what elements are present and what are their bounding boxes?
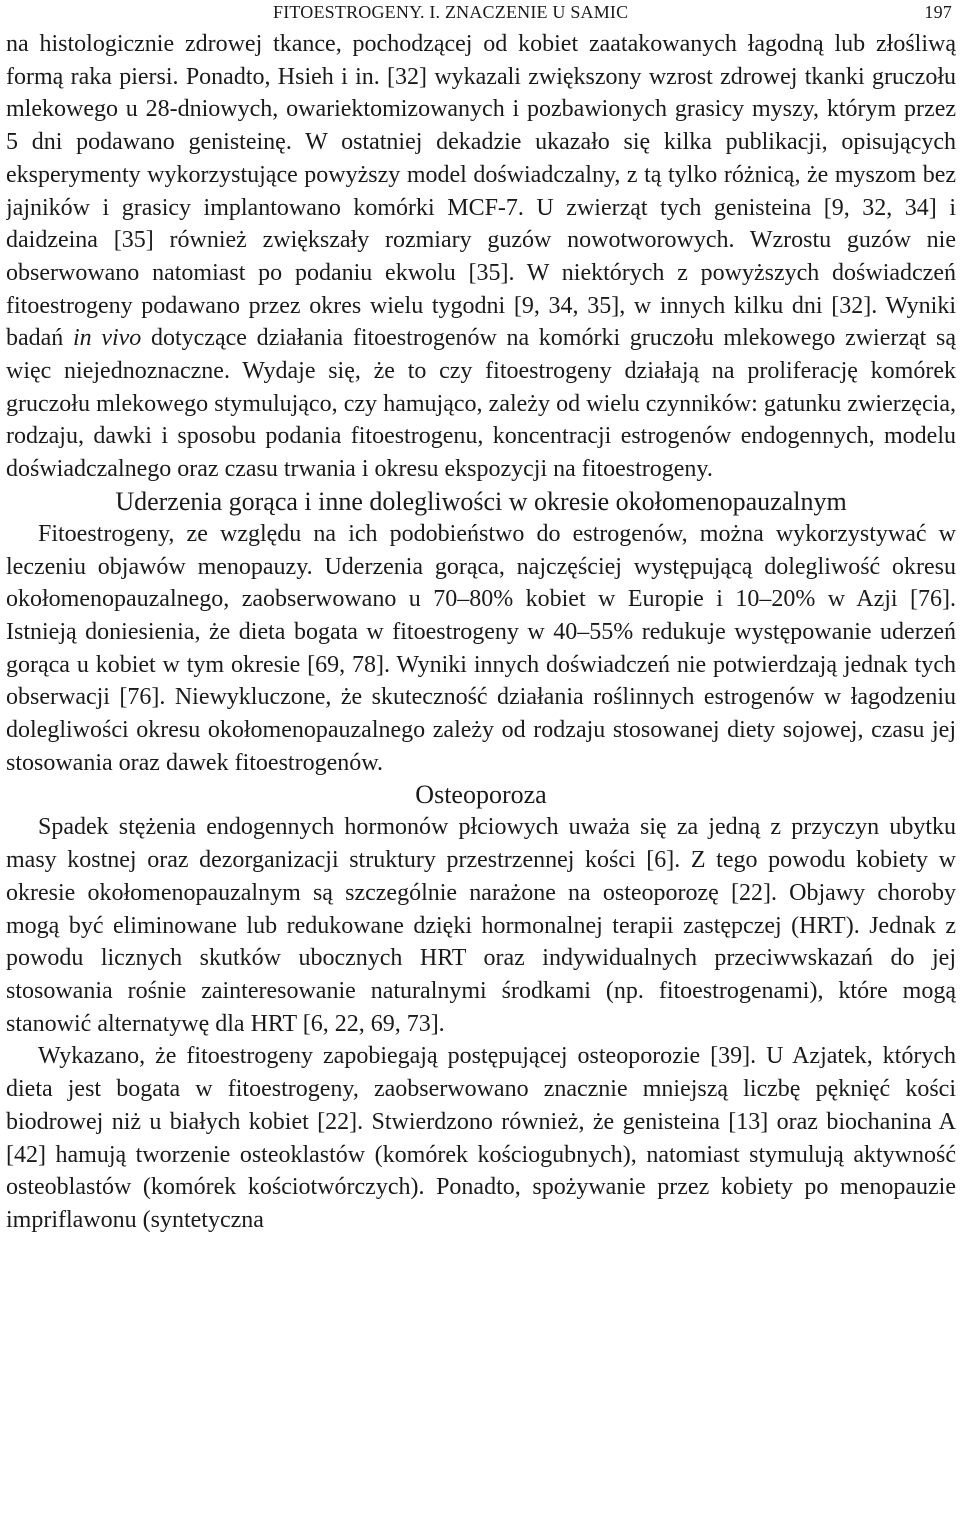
italic-term: in vivo	[72, 325, 142, 352]
osteoporosis-paragraph-2: Wykazano, że fitoestrogeny zapobiegają postępującej osteoporozie [39]. U Azjatek, których dieta jest bogata w fitoestrogeny, zaobserwowano znacznie mniejszą liczbę pęknięć kości biodrowej niż u białych kobiet [22]. Stwierdzono również, że genisteina [13] oraz biochanina A [42] hamują tworzenie osteoklastów (komórek kościogubnych), natomiast stymulują aktywność osteoblastów (komórek kościotwórczych). Ponadto, spożywanie przez kobiety po menopauzie impriflawonu (syntetyczna	[6, 1043, 956, 1233]
continuation-paragraph	[6, 28, 956, 486]
hot-flushes-paragraph: Fitoestrogeny, ze względu na ich podobieństwo do estrogenów, można wykorzystywać w leczeniu objawów menopauzy. Uderzenia gorąca, najczęściej występującą dolegliwość okresu okołomenopauzalnego, zaobserwowano u 70–80% kobiet w Europie i 10–20% w Azji [76]. Istnieją doniesienia, że dieta bogata w fitoestrogeny w 40–55% redukuje występowanie uderzeń gorąca u kobiet w tym okresie [69, 78]. Wyniki innych doświadczeń nie potwierdzają jednak tych obserwacji [76]. Niewykluczone, że skuteczność działania roślinnych estrogenów w łagodzeniu dolegliwości okresu okołomenopauzalnego zależy od rodzaju stosowanej diety sojowej, czasu jej stosowania oraz dawek fitoestrogenów.	[6, 520, 956, 776]
paragraph-text: dotyczące działania fitoestrogenów na komórki gruczołu mlekowego zwierząt są więc niejednoznaczne. Wydaje się, że to czy fitoestrogeny działają na proliferację komórek gruczołu mlekowego stymulująco, czy hamująco, zależy od wielu czynników: gatunku zwierzęcia, rodzaju, dawki i sposobu podania fitoestrogenu, koncentracji estrogenów endogennych, modelu doświadczalnego oraz czasu trwania i okresu ekspozycji na fitoestrogeny.	[6, 325, 956, 483]
section-heading-osteoporosis: Osteoporoza	[415, 780, 547, 810]
document-page	[6, 0, 956, 1536]
page-number: 197	[924, 2, 952, 22]
section-heading-hot-flushes: Uderzenia gorąca i inne dolegliwości w okresie okołomenopauzalnym	[115, 486, 847, 516]
osteoporosis-paragraph-1: Spadek stężenia endogennych hormonów płciowych uważa się za jedną z przyczyn ubytku masy kostnej oraz dezorganizacji struktury przestrzennej kości [6]. Z tego powodu kobiety w okresie okołomenopauzalnym są szczególnie narażone na osteoporozę [22]. Objawy choroby mogą być eliminowane lub redukowane dzięki hormonalnej terapii zastępczej (HRT). Jednak z powodu licznych skutków ubocznych HRT oraz indywidualnych przeciwwskazań do jej stosowania rośnie zainteresowanie naturalnymi środkami (np. fitoestrogenami), które mogą stanowić alternatywę dla HRT [6, 22, 69, 73].	[6, 814, 956, 1037]
running-header	[6, 0, 956, 28]
running-title: FITOESTROGENY. I. ZNACZENIE U SAMIC	[273, 2, 629, 22]
paragraph-text: na histologicznie zdrowej tkance, pochodzącej od kobiet zaatakowanych łagodną lub złośliwą formą raka piersi. Ponadto, Hsieh i in. [32] wykazali zwiększony wzrost zdrowej tkanki gruczołu mlekowego u 28-dniowych, owariektomizowanych i pozbawionych grasicy myszy, którym przez 5 dni podawano genisteinę. W ostatniej dekadzie ukazało się kilka publikacji, opisujących eksperymenty wykorzystujące powyższy model doświadczalny, z tą tylko różnicą, że myszom bez jajników i grasicy implantowano komórki MCF-7. U zwierząt tych genisteina [9, 32, 34] i daidzeina [35] również zwiększały rozmiary guzów nowotworowych. Wzrostu guzów nie obserwowano natomiast po podaniu ekwolu [35]. W niektórych z powyższych doświadczeń fitoestrogeny podawano przez okres wielu tygodni [9, 34, 35], w innych kilku dni [32]. Wyniki badań	[6, 31, 956, 352]
